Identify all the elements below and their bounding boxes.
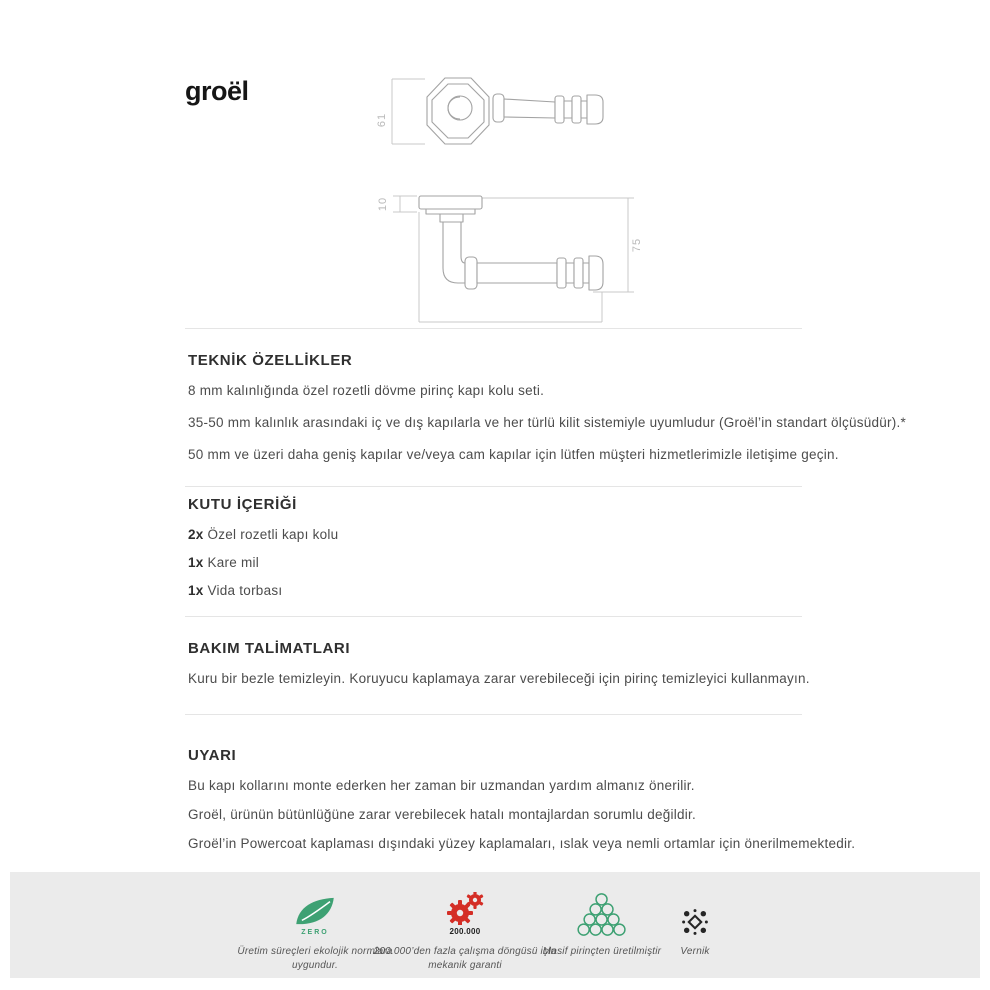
divider [185,486,802,487]
side-view-handle [419,196,603,290]
eco-badge: ZERO [301,929,329,936]
side-height-dim-label: 75 [631,237,643,253]
section-title: TEKNİK ÖZELLİKLER [188,352,353,369]
item-label: Vida torbası [207,583,283,599]
technical-drawing [355,50,685,340]
divider [185,616,802,617]
mechanical-gears-icon [446,892,484,925]
spec-paragraph: 35-50 mm kalınlık arasındaki iç ve dış kapılarla ve her türlü kilit sistemiyle uyumludur (Groël’in standart ölçüsüdür).* [188,415,907,431]
front-view-dimension-lines [392,79,425,144]
care-paragraph: Kuru bir bezle temizleyin. Koruyucu kaplamaya zarar verebileceği için pirinç temizleyici kullanmayın. [188,671,810,686]
section-title: UYARI [188,747,237,764]
feature-mechanical-warranty [370,888,560,973]
feature-caption: Masif pirinçten üretilmiştir [542,946,662,957]
box-content-item [188,528,958,542]
varnish-icon [681,908,709,936]
divider [185,328,802,329]
feature-band [10,872,980,978]
warning-paragraph: Bu kapı kollarını monte ederken her zaman bir uzmandan yardım almanız önerilir. [188,778,695,793]
feature-caption: 200.000’den fazla çalışma döngüsü için mekanik garanti [373,946,557,971]
warning-paragraph: Groël’in Powercoat kaplaması dışındaki yüzey kaplamaları, ıslak veya nemli ortamlar için önerilmemektedir. [188,836,856,852]
box-content-item [188,584,958,598]
item-label: Özel rozetli kapı kolu [207,527,339,542]
item-quantity: 1x [188,555,204,571]
front-height-dim-label: 61 [376,112,388,128]
front-view-handle [427,78,603,144]
warning-paragraph: Groël, ürünün bütünlüğüne zarar verebilecek hatalı montajlardan sorumlu değildir. [188,807,697,823]
divider [185,714,802,715]
solid-brass-stack-icon [577,892,627,936]
section-title: BAKIM TALİMATLARI [188,640,351,657]
item-quantity: 2x [188,527,204,542]
section-care-instructions [188,640,958,704]
eco-leaf-icon [294,896,336,926]
cycles-badge: 200.000 [449,927,481,936]
section-warning [188,747,958,867]
section-title: KUTU İÇERİĞİ [188,496,297,513]
box-content-item [188,556,958,570]
feature-caption: Üretim süreçleri ekolojik normlara uygundur. [237,946,393,971]
brand-logo: groël [185,76,249,106]
spec-paragraph: 8 mm kalınlığında özel rozetli dövme pirinç kapı kolu seti. [188,383,545,398]
section-technical-specs [188,352,958,481]
feature-caption: Vernik [680,946,710,957]
section-box-contents [188,496,958,613]
spec-paragraph: 50 mm ve üzeri daha geniş kapılar ve/veya cam kapılar için lütfen müşteri hizmetlerimizle iletişime geçin. [188,447,839,463]
feature-varnish [640,888,750,959]
item-label: Kare mil [207,555,260,571]
side-thickness-dim-label: 10 [377,196,389,212]
item-quantity: 1x [188,583,204,599]
